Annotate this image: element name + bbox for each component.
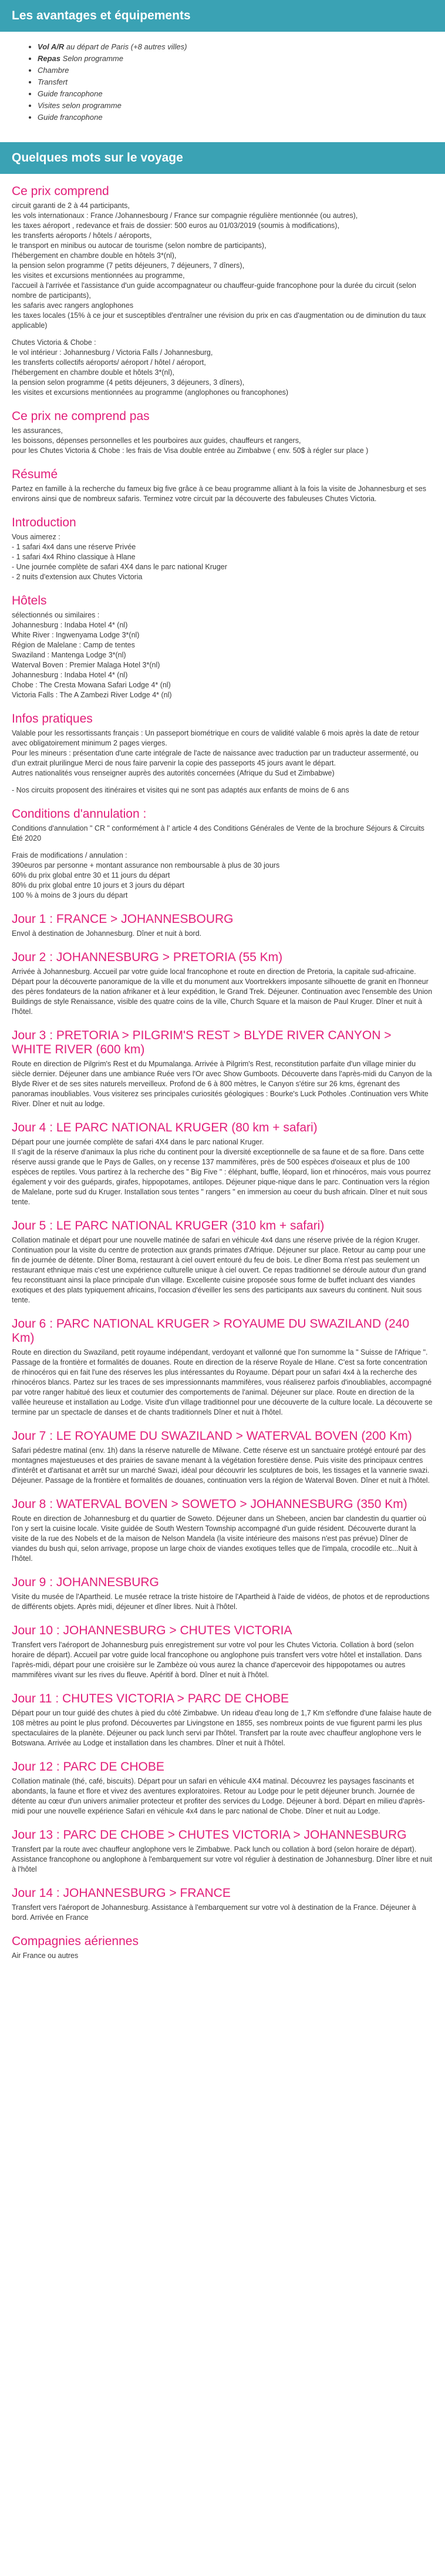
section-text-line: Valable pour les ressortissants français : Un passeport biométrique en cours de validité valable 6 mois après la date de retour avec obligatoirement minimum 2 pages vierges. (12, 729, 419, 747)
avantage-item (38, 112, 425, 123)
section-text-line: Collation matinale et départ pour une nouvelle matinée de safari en véhicule 4x4 dans une réserve privée de la région Kruger. Continuation pour la visite du centre de protection aux grands primates d'Afrique. Déjeuner sur place. Retour au camp pour une fin de journée de détente. Dîner Boma, restaurant à ciel ouvert entouré du feu de bois. Le dîner Boma n'est pas seulement un restaurant ethnique mais c'est une expérience culturelle unique à ciel ouvert. Ce repas traditionnel se déroule autour d'un grand feu reconstituant ainsi la place principale d'un village. Excellente cuisine proposée sous forme de buffet incluant des viandes exotiques et des plats typiquement africains, l'occasion d'éveiller les sens des participants aux saveurs du continent. Nuit sous tente. (12, 1236, 426, 1304)
section-text-line: pour les Chutes Victoria & Chobe : les frais de Visa double entrée au Zimbabwe ( env. 50$ à régler sur place ) (12, 446, 369, 455)
section-text-line: 100 % à moins de 3 jours du départ (12, 891, 128, 899)
section-text-line: les boissons, dépenses personnelles et les pourboires aux guides, chauffeurs et rangers, (12, 436, 301, 445)
section-heading: Jour 8 : WATERVAL BOVEN > SOWETO > JOHANNESBURG (350 Km) (12, 1497, 407, 1511)
section-heading: Jour 5 : LE PARC NATIONAL KRUGER (310 km + safari) (12, 1219, 325, 1232)
section-text-line: Victoria Falls : The A Zambezi River Lodge 4* (nl) (12, 691, 172, 699)
section-text-line: les transferts collectifs aéroports/ aéroport / hôtel / aéroport, (12, 358, 206, 367)
section-text-line: les vols internationaux : France /Johannesbourg / France sur compagnie régulière mentionnée (ou autres), (12, 211, 358, 220)
section-text-line: Visite du musée de l'Apartheid. Le musée retrace la triste histoire de l'Apartheid à l'aide de vidéos, de photos et de reproductions de différents objets. Après midi, déjeuner et dîner libres. Nuit à l'hôtel. (12, 1593, 430, 1611)
section-text-line: les visites et excursions mentionnées au programme (anglophones ou francophones) (12, 388, 289, 397)
avantage-item-text: Chambre (38, 66, 69, 75)
section-heading: Jour 4 : LE PARC NATIONAL KRUGER (80 km + safari) (12, 1121, 318, 1134)
section-heading: Jour 1 : FRANCE > JOHANNESBOURG (12, 912, 234, 926)
section-text-line: les transferts aéroports / hôtels / aéroports, (12, 231, 152, 240)
avantage-item-text: Visites selon programme (38, 101, 122, 110)
section-text-line: Transfert vers l'aéroport de Johannesburg. Assistance à l'embarquement sur votre vol à destination de la France. Déjeuner à bord. Arrivée en France (12, 1903, 416, 1922)
avantage-item (38, 76, 425, 88)
section-text-line: les assurances, (12, 426, 63, 435)
section-heading: Jour 7 : LE ROYAUME DU SWAZILAND > WATERVAL BOVEN (200 Km) (12, 1429, 412, 1443)
avantages-banner: Les avantages et équipements (0, 0, 445, 32)
avantage-item (38, 41, 425, 53)
section-text-line: - Nos circuits proposent des itinéraires et visites qui ne sont pas adaptés aux enfants de moins de 6 ans (12, 786, 349, 794)
section-text-line: les taxes locales (15% à ce jour et susceptibles d'entraîner une révision du prix en cas d'augmentation ou de diminution du taux applicable) (12, 311, 426, 330)
section-text-line: Transfert par la route avec chauffeur anglophone vers le Zimbabwe. Pack lunch ou collation à bord (selon horaire de départ). Assistance francophone ou anglophone à l'embarquement sur votre vol régulier à destination de Johannesburg. Dîner libre et nuit à l'hôtel (12, 1845, 433, 1873)
section-text-line: le transport en minibus ou autocar de tourisme (selon nombre de participants), (12, 241, 267, 250)
section-heading: Jour 14 : JOHANNESBURG > FRANCE (12, 1886, 231, 1900)
voyage-banner: Quelques mots sur le voyage (0, 142, 445, 174)
section-text-line: Pour les mineurs : présentation d'une carte intégrale de l'acte de naissance avec traduction par un traducteur assermenté, ou d'un extrait plurilingue Merci de nous faire parvenir la copie des passeports 45 jours avant le départ. (12, 749, 419, 767)
avantages-list (20, 41, 425, 123)
section-text-line: le vol intérieur : Johannesburg / Victoria Falls / Johannesburg, (12, 348, 213, 357)
section-text-line: l'hébergement en chambre double en hôtels 3*(nl), (12, 251, 177, 260)
section-text-line: White River : Ingwenyama Lodge 3*(nl) (12, 631, 140, 639)
section-text-line: Johannesburg : Indaba Hotel 4* (nl) (12, 671, 128, 679)
section-text-line: Partez en famille à la recherche du fameux big five grâce à ce beau programme alliant à la fois la visite de Johannesburg et ses environs ainsi que de nombreux safaris. Terminez votre circuit par la découverte des fabuleuses Chutes Victoria. (12, 485, 426, 503)
section-text-line: Chobe : The Cresta Mowana Safari Lodge 4* (nl) (12, 681, 171, 689)
paragraph-spacer (12, 331, 433, 338)
section-heading: Jour 3 : PRETORIA > PILGRIM'S REST > BLYDE RIVER CANYON > WHITE RIVER (600 km) (12, 1029, 392, 1056)
avantage-item-text: au départ de Paris (+8 autres villes) (64, 42, 187, 51)
avantage-item (38, 53, 425, 65)
section-text-line: les safaris avec rangers anglophones (12, 301, 134, 310)
section-heading: Jour 10 : JOHANNESBURG > CHUTES VICTORIA (12, 1624, 292, 1637)
section-text-line: Région de Malelane : Camp de tentes (12, 641, 135, 649)
section-text-line: 390euros par personne + montant assurance non remboursable à plus de 30 jours (12, 861, 280, 869)
section-text-line: la pension selon programme (4 petits déjeuners, 3 déjeuners, 3 dîners), (12, 378, 245, 387)
section-heading: Jour 12 : PARC DE CHOBE (12, 1760, 164, 1774)
avantage-item-bold: Vol A/R (38, 42, 65, 51)
section-text-line: Air France ou autres (12, 1952, 79, 1960)
section-text-line: Chutes Victoria & Chobe : (12, 338, 96, 347)
voyage-content (0, 174, 445, 1973)
section-text-line: Waterval Boven : Premier Malaga Hotel 3*(nl) (12, 661, 160, 669)
section-heading: Hôtels (12, 594, 47, 607)
section-text-line: 60% du prix global entre 30 et 11 jours du départ (12, 871, 170, 879)
section-text-line: Il s'agit de la réserve d'animaux la plus riche du continent pour la diversité exceptionnelle de sa faune et de sa flore. Dans cette réserve aussi grande que le Pays de Galles, on y recense 137 mammifères, près de 500 espèces d'oiseaux et plus de 100 espèces de reptiles. Vous partirez à la recherche des " Big Five " : éléphant, buffle, léopard, lion et rhinocéros, mais vous pourrez également y voir des guépards, girafes, hippopotames, antilopes. Déjeuner pique-nique dans le parc. Continuation vers la région de Malelane, porte sud du Kruger. Installation sous tentes " rangers " en immersion au coeur du bush africain. Dîner et nuit sous tente. (12, 1148, 431, 1206)
section-text-line: l'hébergement en chambre double et hôtels 3*(nl), (12, 368, 174, 377)
section-heading: Ce prix ne comprend pas (12, 409, 150, 423)
section-heading: Jour 6 : PARC NATIONAL KRUGER > ROYAUME DU SWAZILAND (240 Km) (12, 1317, 410, 1345)
section-heading: Ce prix comprend (12, 184, 109, 198)
section-text-line: - 1 safari 4x4 Rhino classique à Hlane (12, 553, 136, 561)
paragraph-spacer (12, 844, 433, 851)
avantage-item (38, 65, 425, 76)
avantage-item-bold: Repas (38, 54, 61, 63)
section-text-line: les visites et excursions mentionnées au programme, (12, 271, 185, 280)
section-text-line: 80% du prix global entre 10 jours et 3 jours du départ (12, 881, 184, 889)
section-text-line: Swaziland : Mantenga Lodge 3*(nl) (12, 651, 126, 659)
section-text-line: la pension selon programme (7 petits déjeuners, 7 déjeuners, 7 dîners), (12, 261, 245, 270)
section-heading: Jour 11 : CHUTES VICTORIA > PARC DE CHOBE (12, 1692, 289, 1705)
section-text-line: Johannesburg : Indaba Hotel 4* (nl) (12, 621, 128, 629)
section-text-line: circuit garanti de 2 à 44 participants, (12, 201, 130, 210)
avantage-item (38, 100, 425, 112)
section-heading: Conditions d'annulation : (12, 807, 147, 821)
paragraph-spacer (12, 778, 433, 785)
section-text-line: - 1 safari 4x4 dans une réserve Privée (12, 543, 136, 551)
avantages-list-block (0, 32, 445, 134)
section-text-line: Collation matinale (thé, café, biscuits). Départ pour un safari en véhicule 4X4 matinal. Découvrez les paysages fascinants et abondants, la faune et flore et vivez des aventures exploratoires. Retour au Lodge pour le petit déjeuner brunch. Journée de détente au cœur d'un univers animalier protecteur et profiter des services du Lodge. Déjeuner à bord. Départ en milieu d'après-midi pour une nouvelle expérience Safari en véhicule 4x4 dans le parc national de Chobe. Dîner et nuit au Lodge. (12, 1777, 425, 1815)
section-text-line: Route en direction du Swaziland, petit royaume indépendant, verdoyant et vallonné que l'on surnomme la " Suisse de l'Afrique ". Passage de la frontière et formalités de douanes. Route en direction de la réserve Royale de Hlane. C'est sa forte concentration de rhinocéros qui en fait l'une des réserves les plus intéressantes du Royaume. Départ pour un safari 4x4 à la recherche des rhinocéros blancs. Partez sur les traces de ses impressionnants mammifères, vous réaliserez parfois d'inoubliables, accompagné par votre ranger habitué des lieux et coutumier des comportements de l'animal. Déjeuner sur place. Route en direction de la vallée heureuse et installation au Lodge. Visite d'un village traditionnel pour une découverte de la culture locale. La découverte se termine par un spectacle de danses et de chants traditionnels Dîner et nuit à l'hôtel. (12, 1348, 433, 1416)
section-heading: Résumé (12, 468, 58, 481)
section-text-line: - 2 nuits d'extension aux Chutes Victoria (12, 573, 143, 581)
section-text-line: Route en direction de Johannesburg et du quartier de Soweto. Déjeuner dans un Shebeen, ancien bar clandestin du quartier où l'on y sert la cuisine locale. Visite guidée de South Western Township accompagné d'un guide résident. Découverte durant la visite de la rue des Nobels et de la maison de Nelson Mandela (la visite intérieure des maisons n'est pas prévue) Dîner de viandes du bush qui, selon arrivage, propose un large choix de viandes exotiques telles que de l'impala, crocodile etc...Nuit à l'hôtel. (12, 1514, 427, 1563)
section-heading: Introduction (12, 516, 76, 529)
section-text-line: Autres nationalités vous renseigner auprès des autorités concernées (Afrique du Sud et Zimbabwe) (12, 769, 335, 777)
avantage-item-text: Guide francophone (38, 89, 103, 98)
section-text-line: Frais de modifications / annulation : (12, 851, 127, 859)
section-text-line: Départ pour une journée complète de safari 4X4 dans le parc national Kruger. (12, 1138, 264, 1146)
section-text-line: Transfert vers l'aéroport de Johannesburg puis enregistrement sur votre vol pour les Chutes Victoria. Collation à bord (selon horaire de départ). Accueil par votre guide local francophone ou anglophone puis transfert vers votre hôtel et installation. Dans l'après-midi, départ pour une croisière sur le Zambèze où vous aurez la chance d'apercevoir des hippopotames ou autres mammifères vivant sur les rives du fleuve. Apéritif à bord. Dîner et nuit à l'hôtel. (12, 1641, 422, 1679)
section-text-line: Départ pour un tour guidé des chutes à pied du côté Zimbabwe. Un rideau d'eau long de 1,7 Km s'effondre d'une falaise haute de 108 mètres au point le plus profond. Découvertes par Livingstone en 1855, ses nombreux points de vue figurent parmi les plus spectaculaires de la planète. Déjeuner ou pack lunch servi par l'hôtel. Transfert par la route avec chauffeur anglophone vers le Botswana. Arrivée au Lodge et installation dans les chambres. Dîner et nuit à l'hôtel. (12, 1709, 432, 1747)
section-text-line: sélectionnés ou similaires : (12, 611, 100, 619)
section-heading: Jour 13 : PARC DE CHOBE > CHUTES VICTORIA > JOHANNESBURG (12, 1828, 407, 1842)
section-text-line: Vous aimerez : (12, 533, 60, 541)
section-text-line: Arrivée à Johannesburg. Accueil par votre guide local francophone et route en direction de Pretoria, la capitale sud-africaine. Départ pour la découverte panoramique de la ville et du monument aux Voortrekkers imposante silhouette de granit en l'honneur des pères fondateurs de la nation afrikaner et à leur expédition, le Grand Trek. Déjeuner. Continuation avec l'ensemble des Union Buildings de style Renaissance, visible des quatre coins de la ville, Church Square et la maison de Paul Kruger. Dîner et nuit à l'hôtel. (12, 968, 433, 1016)
avantage-item (38, 88, 425, 100)
section-text-line: - Une journée complète de safari 4X4 dans le parc national Kruger (12, 563, 227, 571)
section-heading: Jour 2 : JOHANNESBURG > PRETORIA (55 Km) (12, 951, 283, 964)
section-text-line: l'accueil à l'arrivée et l'assistance d'un guide accompagnateur ou chauffeur-guide francophone pour la durée du circuit (selon nombre de participants), (12, 281, 416, 300)
section-heading: Compagnies aériennes (12, 1934, 139, 1948)
section-text-line: les taxes aéroport , redevance et frais de dossier: 500 euros au 01/03/2019 (soumis à modifications), (12, 221, 339, 230)
section-heading: Infos pratiques (12, 712, 93, 726)
avantage-item-text: Guide francophone (38, 113, 103, 122)
section-heading: Jour 9 : JOHANNESBURG (12, 1576, 159, 1589)
section-text-line: Route en direction de Pilgrim's Rest et du Mpumalanga. Arrivée à Pilgrim's Rest, reconstitution parfaite d'un village minier du siècle dernier. Déjeuner dans une ambiance Ruée vers l'Or avec Show Gumboots. Découverte dans l'après-midi du Canyon de la Blyde River et de ses sites naturels merveilleux. Profond de 6 à 800 mètres, le Canyon s'étire sur 26 kms, égrenant des panoramas inoubliables. Vous visiterez ses principales curiosités géologiques : Bourke's Luck Potholes .Continuation vers White River. Dîner et nuit au lodge. (12, 1060, 432, 1108)
section-text-line: Safari pédestre matinal (env. 1h) dans la réserve naturelle de Milwane. Cette réserve est un sanctuaire protégé entouré par des montagnes majestueuses et des prairies de savane menant à la végétation forestière dense. Puis visite des principaux centres d'intérêt et d'artisanat et arrêt sur un marché Swazi, idéal pour découvrir les sculptures de bois, les tissages et la vannerie swazi. Déjeuner. Passage de la frontière et formalités de douanes, continuation vers la région de Waterval Boven. Dîner et nuit à l'hôtel. (12, 1446, 430, 1485)
avantage-item-text: Selon programme (60, 54, 123, 63)
avantage-item-text: Transfert (38, 78, 68, 86)
section-text-line: Envol à destination de Johannesburg. Dîner et nuit à bord. (12, 929, 202, 938)
section-text-line: Conditions d'annulation " CR " conformément à l' article 4 des Conditions Générales de Vente de la brochure Séjours & Circuits Été 2020 (12, 824, 424, 842)
